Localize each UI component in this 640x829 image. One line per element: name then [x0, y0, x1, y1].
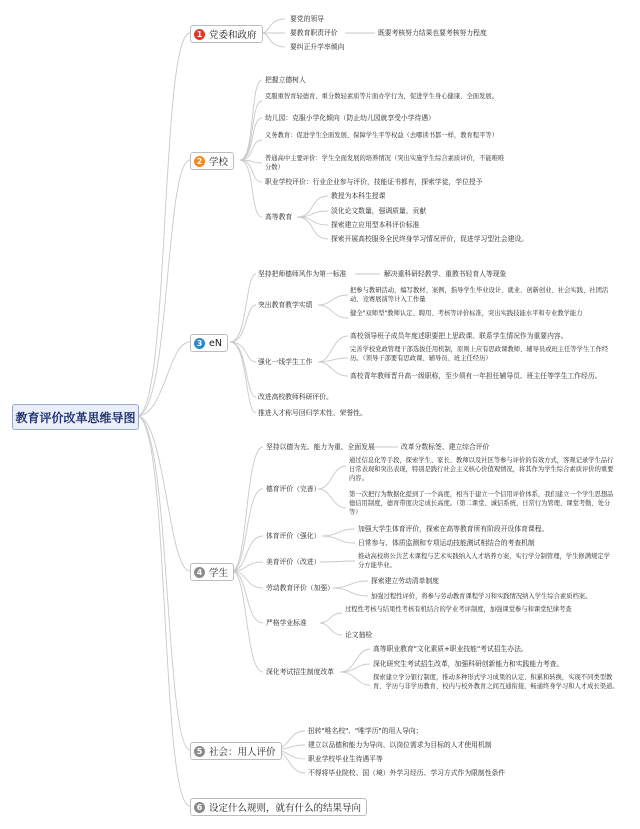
branch-label: 学生 [209, 568, 229, 579]
branch-label: eN [209, 337, 222, 349]
node-moral-evaluation: 德育评价（完善） [266, 485, 321, 493]
leaf-dual-qualified: 健全"双师型"教师认定、聘用、考核等评价标准，突出实践技能水平和专业教学能力 [350, 310, 583, 317]
branch-rules[interactable] [190, 798, 367, 816]
number-1-icon: 1 [194, 29, 205, 40]
number-4-icon: 4 [194, 567, 205, 578]
branch-label: 社会：用人评价 [209, 747, 276, 758]
leaf-paper-quality: 淡化论文数量，强调质量、贡献 [331, 207, 427, 215]
branch-party-government[interactable] [190, 25, 263, 43]
leaf-pe-mechanism: 日常参与、体质监测和专项运动技能测试相结合的考查机制 [358, 539, 535, 547]
node-exam-reform: 深化考试招生制度改革 [266, 668, 334, 676]
leaf-credit-system: 第一次把行为数据化提到了一个高度，相当于建立一个信用评价体系，我们建立一个学生思想品德信用制度，德育带度决定成长高度。（第二课堂、诚信系统、日常行为管理、课堂考勤、处分等） [349, 491, 614, 516]
leaf-kindergarten: 幼儿园：克服小学化倾向（防止幼儿园就享受小学待遇） [265, 114, 435, 122]
leaf-cadre-selection: 完善学校党政管理干部选拔任用机制，原则上应有思政课教师、辅导员或班主任等学生工作经历。（领导干部要有思政课、辅导员、班主任经历） [350, 346, 609, 362]
branch-label: 学校 [209, 157, 229, 168]
leaf-no-restrictions: 不得将毕业院校、国（境）外学习经历、学习方式作为限制性条件 [308, 769, 506, 777]
node-teaching-performance: 突出教育教学实绩 [258, 301, 313, 309]
branch-teacher[interactable] [190, 334, 228, 352]
node-higher-education: 高等教育 [265, 213, 293, 221]
leaf-thesis-sampling: 论文抽检 [345, 631, 373, 639]
leaf-art-credits: 推动高校将公共艺术课程与艺术实践纳入人才培养方案，实行学分制管理，学生修满规定学分方能毕业。 [358, 553, 610, 569]
leaf-info-record: 通过信息化等手段，探索学生、家长、教师以及社区等参与评价的有效方式，客观记录学生品行日常表现和突出表现，特别是践行社会主义核心价值观情况，将其作为学生综合素质评价的重要内容。 [349, 457, 614, 482]
leaf-moral-cultivation: 把握立德树人 [265, 76, 306, 84]
branch-label: 党委和政府 [209, 30, 257, 41]
node-frontline-student-work: 强化一线学生工作 [258, 358, 313, 366]
leaf-pe-courses: 加强大学生体育评价，探索在高等教育所有阶段开设体育课程。 [358, 525, 549, 533]
node-pe-evaluation: 体育评价（强化） [266, 532, 321, 540]
branch-label: 设定什么规则，就有什么的结果导向 [209, 803, 362, 814]
node-art-evaluation: 美育评价（改进） [266, 558, 321, 566]
leaf-teacher-ethics: 坚持把师德师风作为第一标准 [258, 270, 347, 278]
leaf-vocational-exam: 高等职业教育"文化素质+职业技能"考试招生办法。 [373, 645, 528, 653]
leaf-labor-process: 加强过程性评价，将参与劳动教育课程学习和实践情况纳入学生综合素质档案。 [371, 593, 592, 600]
node-academic-standards: 严格学业标准 [266, 619, 307, 627]
leaf-overcome-scores: 克服重智育轻德育、重分数轻素质等片面办学行为，促进学生身心健康、全面发展。 [265, 93, 498, 100]
leaf-young-teacher-promotion: 高校青年教师晋升高一级职称，至少须有一年担任辅导员、班主任等学生工作经历。 [350, 372, 602, 380]
leaf-talent-mechanism: 建立以品德和能力为导向、以岗位需求为目标的人才使用机制 [308, 741, 492, 749]
leaf-leadership-report: 高校领导班子成员年度述职要把上思政课、联系学生情况作为重要内容。 [350, 332, 568, 340]
number-2-icon: 2 [194, 156, 205, 167]
branch-student[interactable] [190, 563, 234, 581]
number-6-icon: 6 [194, 802, 205, 813]
leaf-admission-rate: 要纠正升学率倾向 [290, 43, 345, 51]
leaf-applied-standard: 探索建立应用型本科评价标准 [331, 221, 420, 229]
leaf-high-school: 普通高中主要评价：学生全面发展的培养情况（突出实施学生综合素质评价，不能唯唯分数） [265, 155, 505, 171]
branch-school[interactable] [190, 152, 234, 170]
leaf-lifelong-learning: 探索开展高校服务全民终身学习情况评价，促进学习型社会建设。 [331, 235, 529, 243]
leaf-vocational-equality: 职业学校毕业生待遇平等 [308, 755, 383, 763]
leaf-professor-teaching: 教授为本科生授课 [331, 192, 386, 200]
leaf-teaching-vs-research: 解决重科研轻教学、重教书轻育人等现象 [384, 270, 507, 278]
leaf-credit-bank: 探索建立学分银行制度，推动多种形式学习成果的认定、积累和转换，实现不同类型教育、学历与非学历教育、校内与校外教育之间互通衔接，畅通终身学习和人才成长渠道。 [373, 674, 619, 690]
leaf-talent-titles: 推进人才称号回归学术性、荣誉性。 [258, 409, 367, 417]
leaf-research-evaluation: 改进高校教师科研评价。 [258, 393, 333, 401]
number-3-icon: 3 [194, 338, 205, 349]
leaf-academic-assessment: 过程性考核与结果性考核有机结合的学业考评制度，加强课堂参与和课堂纪律考查 [345, 606, 572, 613]
leaf-reverse-elite-bias: 扭转"唯名校"、"唯学历"的用人导向； [308, 727, 423, 735]
number-5-icon: 5 [194, 746, 205, 757]
leaf-effort-evaluation: 既要考核努力结果也要考核努力程度 [378, 29, 487, 37]
leaf-compulsory-education: 义务教育：促进学生全面发展、保障学生平等权益（去哪读书都一样，教育程平等） [265, 132, 498, 139]
branch-society[interactable] [190, 742, 282, 760]
leaf-vocational-school: 职业学校评价：行业企业参与评价，技能证书都有，探索学徒，学位授予 [265, 178, 483, 186]
leaf-reform-score-labels: 改革分数标签、建立综合评价 [401, 443, 490, 451]
leaf-moral-first: 坚持以德为先、能力为重、全面发展 [266, 443, 375, 451]
leaf-graduate-exam: 深化研究生考试招生改革，加强科研创新能力和实践能力考查。 [373, 660, 564, 668]
leaf-labor-list: 探索建立劳动清单制度 [371, 577, 439, 585]
leaf-workload: 把参与教研活动，编写教材、案例，指导学生毕业设计、就业、创新创业、社会实践、社团活动、竞赛展演等计入工作量 [350, 287, 609, 303]
root-topic[interactable]: 教育评价改革思维导图 [12, 404, 139, 430]
leaf-duty-evaluation: 要教育职责评价 [290, 29, 338, 37]
node-labor-evaluation: 劳动教育评价（加强） [266, 584, 334, 592]
leaf-party-leadership: 要党的领导 [290, 15, 324, 23]
